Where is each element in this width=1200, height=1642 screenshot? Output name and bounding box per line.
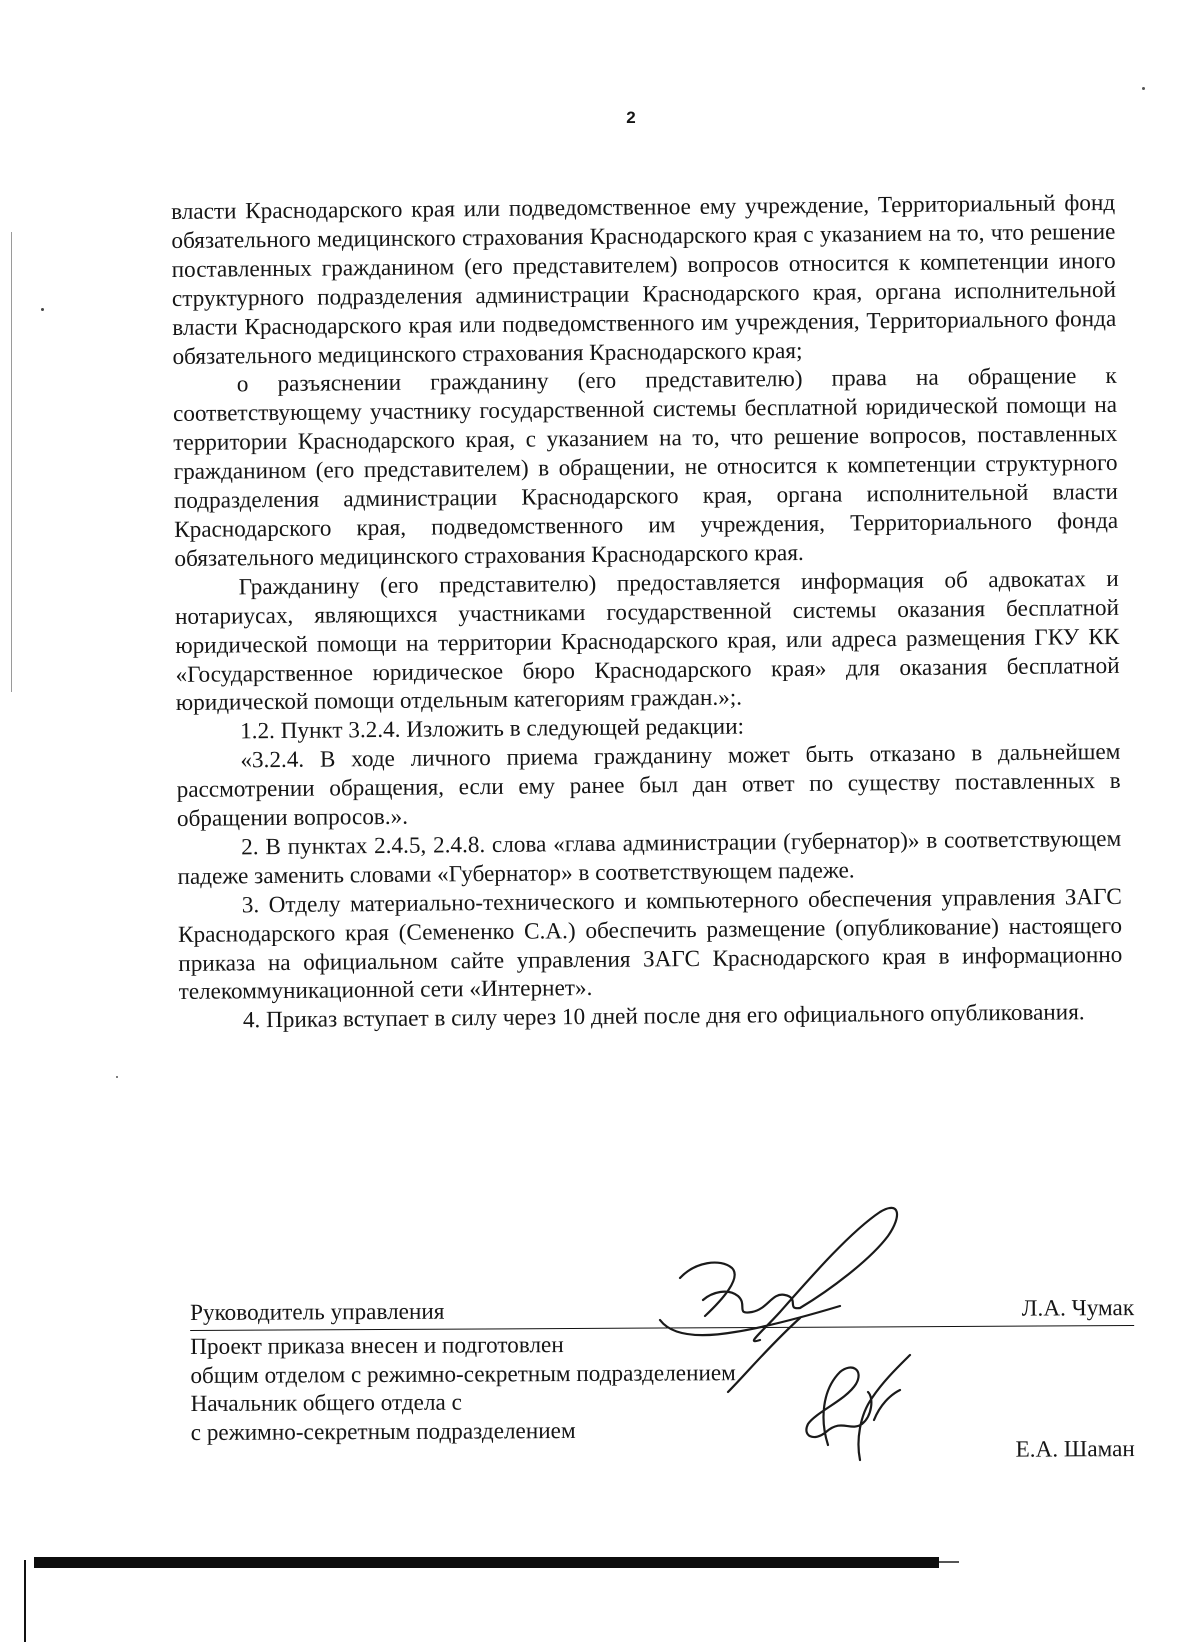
scan-speck xyxy=(41,308,44,311)
signature-chumak xyxy=(660,1208,897,1341)
footer-line: Начальник общего отдела с xyxy=(190,1389,462,1417)
scan-bottom-bar-tail xyxy=(939,1561,959,1563)
paragraph: власти Краснодарского края или подведомственное ему учреждение, Территориальный фонд обязательного медицинского страхования Краснодарского края с указанием на то, что решение поставленных гражданином (его представителем) вопросов относится к компетенции иного структурного подразделения администрации Краснодарского края, органа исполнительной власти Краснодарского края или подведомственного им учреждения, Территориального фонда обязательного медицинского страхования Краснодарского края; xyxy=(171,189,1117,370)
paragraph: 4. Приказ вступает в силу через 10 дней после дня его официального опубликования. xyxy=(242,999,1085,1034)
scan-left-faint-line xyxy=(11,232,12,692)
scan-speck xyxy=(116,1076,118,1078)
scan-bottom-bar xyxy=(34,1557,939,1568)
scan-speck xyxy=(1142,87,1145,90)
footer-line: общим отделом с режимно-секретным подразделением xyxy=(190,1359,736,1389)
paragraph: о разъяснении гражданину (его представителю) права на обращение к соответствующему участнику государственной системы бесплатной юридической помощи на территории Краснодарского края, с указанием на то, что решение вопросов, поставленных гражданином (его представителем) в обращении, не относится к компетенции структурного подразделения администрации Краснодарского края, органа исполнительной власти Краснодарского края, подведомственного им учреждения, Территориального фонда обязательного медицинского страхования Краснодарского края. xyxy=(172,363,1119,572)
footer-signer-name: Е.А. Шаман xyxy=(1015,1436,1135,1463)
paragraph: 3. Отделу материально-технического и компьютерного обеспечения управления ЗАГС Краснодарского края (Семененко С.А.) обеспечить размещение (опубликование) настоящего приказа на официальном сайте управления ЗАГС Краснодарского края в информационно телекоммуникационной сети «Интернет». xyxy=(177,883,1123,1006)
paragraph: 2. В пунктах 2.4.5, 2.4.8. слова «глава администрации (губернатор)» в соответствующем падеже заменить словами «Губернатор» в соответствующем падеже. xyxy=(177,825,1122,890)
paragraph: 1.2. Пункт 3.2.4. Изложить в следующей редакции: xyxy=(240,713,745,745)
paragraph: «3.2.4. В ходе личного приема гражданину может быть отказано в дальнейшем рассмотрении обращения, если ему ранее был дан ответ по существу поставленных в обращении вопросов.». xyxy=(176,739,1121,833)
footer-line: Проект приказа внесен и подготовлен xyxy=(190,1332,564,1360)
signer-name: Л.А. Чумак xyxy=(1021,1295,1135,1322)
page-number: 2 xyxy=(626,108,636,127)
signature-shaman xyxy=(806,1355,910,1460)
paragraph: Гражданину (его представителю) предоставляется информация об адвокатах и нотариусах, являющихся участниками государственной системы оказания бесплатной юридической помощи на территории Краснодарского края, или адреса размещения ГКУ КК «Государственное юридическое бюро Краснодарского края» для оказания бесплатной юридической помощи отдельным категориям граждан.»;. xyxy=(174,565,1120,717)
footer-line: с режимно-секретным подразделением xyxy=(190,1417,576,1446)
scan-left-edge xyxy=(24,1560,26,1642)
signer-position: Руководитель управления xyxy=(190,1298,445,1326)
